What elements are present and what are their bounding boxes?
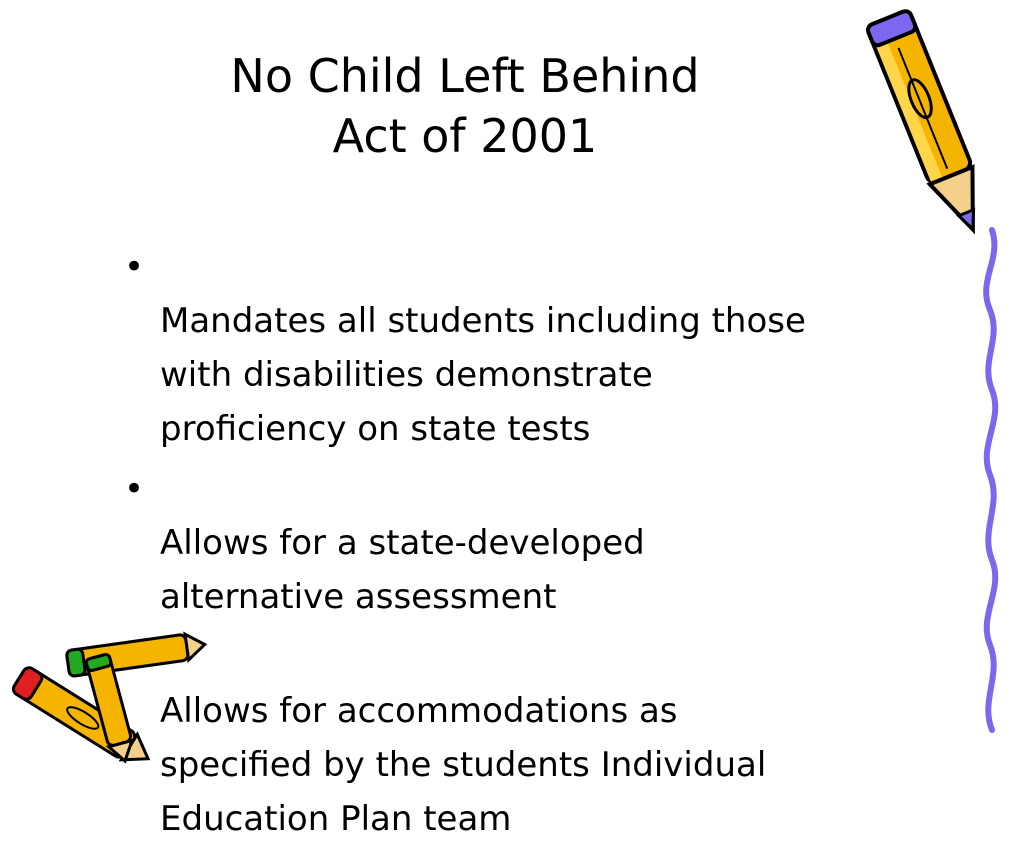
bullet-item xyxy=(160,630,980,846)
small-pencils-icon xyxy=(0,625,210,765)
bullet-dot-icon: • xyxy=(124,247,145,287)
title-line-1: No Child Left Behind xyxy=(230,49,700,103)
bullet-item xyxy=(124,462,980,624)
slide-title xyxy=(120,46,810,166)
bullet-list xyxy=(124,240,980,852)
bullet-item xyxy=(124,240,980,456)
bullet-text: Allows for a state-developed alternative assessment xyxy=(160,523,645,617)
pencil-icon xyxy=(860,0,1010,250)
bullet-text: Mandates all students including those with disabilities demonstrate proficiency on state tests xyxy=(160,301,806,449)
title-line-2: Act of 2001 xyxy=(332,109,598,163)
squiggle-border-icon xyxy=(972,230,1012,730)
bullet-dot-icon: • xyxy=(124,469,145,509)
bullet-text: Allows for accommodations as specified by the students Individual Education Plan team xyxy=(160,691,767,839)
